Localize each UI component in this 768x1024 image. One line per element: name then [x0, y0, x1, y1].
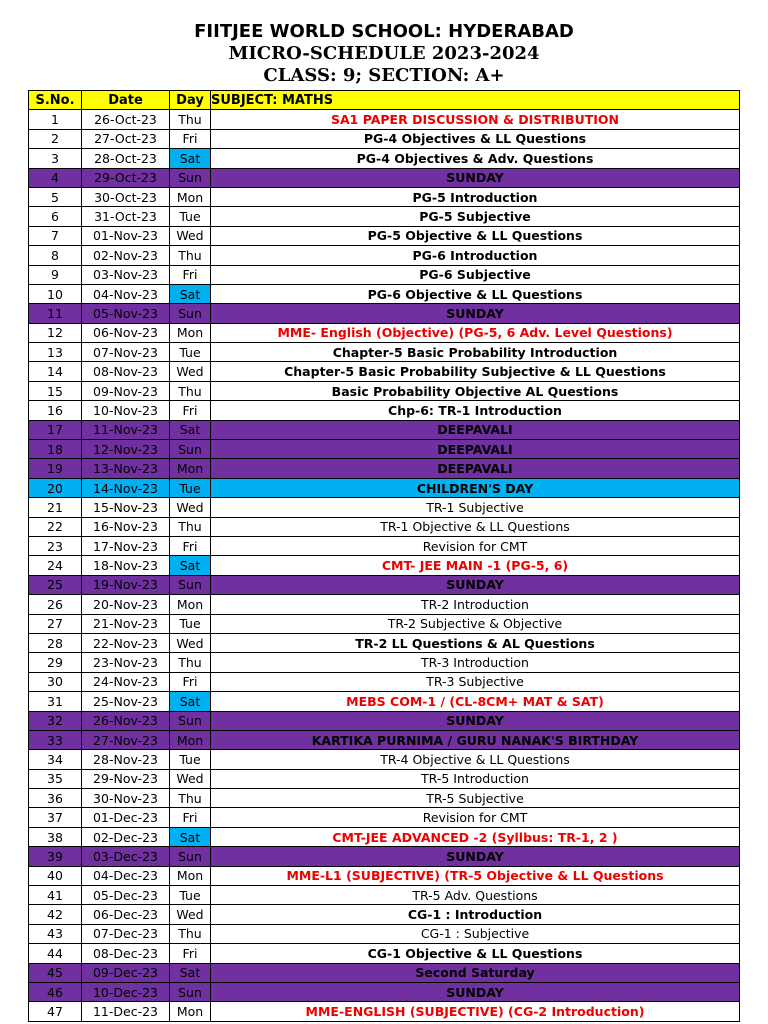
row-sno: 21	[29, 498, 82, 517]
row-day: Sun	[170, 575, 211, 594]
table-row	[29, 963, 740, 982]
row-subject: Basic Probability Objective AL Questions	[211, 381, 740, 400]
table-row	[29, 478, 740, 497]
row-subject: PG-4 Objectives & Adv. Questions	[211, 149, 740, 168]
row-sno: 39	[29, 847, 82, 866]
table-row	[29, 343, 740, 362]
row-day: Tue	[170, 750, 211, 769]
row-sno: 46	[29, 982, 82, 1001]
row-date: 21-Nov-23	[82, 614, 170, 633]
row-subject: CG-1 Objective & LL Questions	[211, 944, 740, 963]
row-date: 05-Dec-23	[82, 886, 170, 905]
row-subject: DEEPAVALI	[211, 440, 740, 459]
row-sno: 14	[29, 362, 82, 381]
row-day: Thu	[170, 517, 211, 536]
table-row	[29, 575, 740, 594]
row-date: 20-Nov-23	[82, 595, 170, 614]
row-day: Wed	[170, 226, 211, 245]
row-date: 08-Dec-23	[82, 944, 170, 963]
row-sno: 11	[29, 304, 82, 323]
table-row	[29, 556, 740, 575]
row-subject: PG-5 Subjective	[211, 207, 740, 226]
table-row	[29, 711, 740, 730]
table-row	[29, 168, 740, 187]
row-date: 12-Nov-23	[82, 440, 170, 459]
row-sno: 8	[29, 246, 82, 265]
row-subject: MME-ENGLISH (SUBJECTIVE) (CG-2 Introduction)	[211, 1002, 740, 1021]
row-day: Mon	[170, 1002, 211, 1021]
row-subject: TR-2 Subjective & Objective	[211, 614, 740, 633]
row-day: Fri	[170, 536, 211, 555]
table-row	[29, 827, 740, 846]
row-day: Sun	[170, 168, 211, 187]
row-sno: 17	[29, 420, 82, 439]
row-date: 11-Dec-23	[82, 1002, 170, 1021]
row-sno: 3	[29, 149, 82, 168]
table-row	[29, 440, 740, 459]
row-sno: 15	[29, 381, 82, 400]
table-row	[29, 692, 740, 711]
row-subject: Second Saturday	[211, 963, 740, 982]
column-header-day: Day	[170, 91, 211, 110]
table-row	[29, 595, 740, 614]
row-date: 17-Nov-23	[82, 536, 170, 555]
row-sno: 26	[29, 595, 82, 614]
row-date: 22-Nov-23	[82, 633, 170, 652]
table-row	[29, 536, 740, 555]
table-row	[29, 847, 740, 866]
table-row	[29, 498, 740, 517]
table-row	[29, 304, 740, 323]
row-subject: TR-2 LL Questions & AL Questions	[211, 633, 740, 652]
row-day: Thu	[170, 381, 211, 400]
row-sno: 13	[29, 343, 82, 362]
row-subject: CMT- JEE MAIN -1 (PG-5, 6)	[211, 556, 740, 575]
table-row	[29, 362, 740, 381]
row-subject: PG-5 Objective & LL Questions	[211, 226, 740, 245]
row-sno: 47	[29, 1002, 82, 1021]
row-date: 04-Nov-23	[82, 284, 170, 303]
row-subject: SUNDAY	[211, 711, 740, 730]
row-day: Sun	[170, 440, 211, 459]
row-sno: 37	[29, 808, 82, 827]
row-date: 09-Dec-23	[82, 963, 170, 982]
row-sno: 12	[29, 323, 82, 342]
row-day: Thu	[170, 110, 211, 129]
row-date: 01-Dec-23	[82, 808, 170, 827]
column-header-sno: S.No.	[29, 91, 82, 110]
row-day: Thu	[170, 924, 211, 943]
row-subject: TR-1 Subjective	[211, 498, 740, 517]
row-date: 02-Dec-23	[82, 827, 170, 846]
row-date: 27-Nov-23	[82, 730, 170, 749]
row-subject: PG-6 Subjective	[211, 265, 740, 284]
row-date: 07-Dec-23	[82, 924, 170, 943]
schedule-rows	[29, 110, 740, 1021]
row-day: Sat	[170, 827, 211, 846]
row-date: 04-Dec-23	[82, 866, 170, 885]
table-row	[29, 672, 740, 691]
row-sno: 42	[29, 905, 82, 924]
row-date: 19-Nov-23	[82, 575, 170, 594]
row-date: 18-Nov-23	[82, 556, 170, 575]
row-date: 08-Nov-23	[82, 362, 170, 381]
row-date: 27-Oct-23	[82, 129, 170, 148]
row-date: 09-Nov-23	[82, 381, 170, 400]
row-sno: 35	[29, 769, 82, 788]
table-row	[29, 323, 740, 342]
row-subject: SUNDAY	[211, 982, 740, 1001]
row-day: Sun	[170, 304, 211, 323]
table-row	[29, 750, 740, 769]
row-day: Fri	[170, 672, 211, 691]
row-day: Mon	[170, 187, 211, 206]
row-date: 02-Nov-23	[82, 246, 170, 265]
row-sno: 6	[29, 207, 82, 226]
row-day: Sat	[170, 692, 211, 711]
table-row	[29, 808, 740, 827]
row-subject: SUNDAY	[211, 168, 740, 187]
row-day: Wed	[170, 362, 211, 381]
row-date: 30-Oct-23	[82, 187, 170, 206]
row-day: Sat	[170, 556, 211, 575]
schedule-table	[28, 90, 740, 1022]
row-day: Fri	[170, 944, 211, 963]
row-day: Wed	[170, 769, 211, 788]
row-subject: DEEPAVALI	[211, 459, 740, 478]
row-subject: Revision for CMT	[211, 536, 740, 555]
row-sno: 1	[29, 110, 82, 129]
row-sno: 16	[29, 401, 82, 420]
row-subject: CG-1 : Introduction	[211, 905, 740, 924]
row-sno: 9	[29, 265, 82, 284]
row-sno: 22	[29, 517, 82, 536]
row-sno: 31	[29, 692, 82, 711]
row-day: Sun	[170, 847, 211, 866]
column-header-date: Date	[82, 91, 170, 110]
row-date: 03-Dec-23	[82, 847, 170, 866]
row-subject: Revision for CMT	[211, 808, 740, 827]
row-day: Thu	[170, 246, 211, 265]
table-row	[29, 459, 740, 478]
table-row	[29, 149, 740, 168]
row-date: 28-Nov-23	[82, 750, 170, 769]
table-row	[29, 207, 740, 226]
row-sno: 40	[29, 866, 82, 885]
row-date: 01-Nov-23	[82, 226, 170, 245]
row-sno: 28	[29, 633, 82, 652]
row-subject: DEEPAVALI	[211, 420, 740, 439]
row-date: 29-Oct-23	[82, 168, 170, 187]
row-subject: TR-1 Objective & LL Questions	[211, 517, 740, 536]
row-subject: MME- English (Objective) (PG-5, 6 Adv. Level Questions)	[211, 323, 740, 342]
table-row	[29, 905, 740, 924]
row-subject: CMT-JEE ADVANCED -2 (Syllbus: TR-1, 2 )	[211, 827, 740, 846]
row-day: Fri	[170, 129, 211, 148]
row-subject: SUNDAY	[211, 304, 740, 323]
row-subject: TR-5 Subjective	[211, 789, 740, 808]
table-row	[29, 110, 740, 129]
row-date: 31-Oct-23	[82, 207, 170, 226]
row-day: Wed	[170, 633, 211, 652]
row-date: 06-Dec-23	[82, 905, 170, 924]
table-row	[29, 924, 740, 943]
row-subject: TR-5 Adv. Questions	[211, 886, 740, 905]
row-sno: 34	[29, 750, 82, 769]
row-date: 10-Nov-23	[82, 401, 170, 420]
school-title: FIITJEE WORLD SCHOOL: HYDERABAD	[194, 21, 574, 42]
row-subject: PG-5 Introduction	[211, 187, 740, 206]
row-date: 24-Nov-23	[82, 672, 170, 691]
table-row	[29, 730, 740, 749]
row-day: Sat	[170, 149, 211, 168]
row-subject: TR-5 Introduction	[211, 769, 740, 788]
row-sno: 24	[29, 556, 82, 575]
row-subject: SUNDAY	[211, 847, 740, 866]
row-day: Fri	[170, 401, 211, 420]
schedule-title: MICRO-SCHEDULE 2023-2024	[228, 43, 540, 64]
row-sno: 38	[29, 827, 82, 846]
table-row	[29, 633, 740, 652]
table-row	[29, 284, 740, 303]
row-date: 13-Nov-23	[82, 459, 170, 478]
table-row	[29, 653, 740, 672]
row-subject: TR-2 Introduction	[211, 595, 740, 614]
row-date: 25-Nov-23	[82, 692, 170, 711]
row-sno: 20	[29, 478, 82, 497]
row-date: 26-Oct-23	[82, 110, 170, 129]
table-row	[29, 420, 740, 439]
row-day: Fri	[170, 265, 211, 284]
row-subject: PG-6 Objective & LL Questions	[211, 284, 740, 303]
row-subject: MME-L1 (SUBJECTIVE) (TR-5 Objective & LL Questions	[211, 866, 740, 885]
row-sno: 45	[29, 963, 82, 982]
table-row	[29, 381, 740, 400]
row-day: Sat	[170, 963, 211, 982]
row-day: Mon	[170, 730, 211, 749]
table-row	[29, 886, 740, 905]
row-subject: MEBS COM-1 / (CL-8CM+ MAT & SAT)	[211, 692, 740, 711]
row-subject: SA1 PAPER DISCUSSION & DISTRIBUTION	[211, 110, 740, 129]
row-date: 10-Dec-23	[82, 982, 170, 1001]
row-day: Mon	[170, 595, 211, 614]
row-sno: 23	[29, 536, 82, 555]
table-row	[29, 265, 740, 284]
row-subject: PG-6 Introduction	[211, 246, 740, 265]
row-date: 03-Nov-23	[82, 265, 170, 284]
row-subject: Chapter-5 Basic Probability Introduction	[211, 343, 740, 362]
row-subject: TR-3 Introduction	[211, 653, 740, 672]
row-day: Thu	[170, 789, 211, 808]
row-sno: 4	[29, 168, 82, 187]
table-row	[29, 129, 740, 148]
row-date: 07-Nov-23	[82, 343, 170, 362]
table-row	[29, 401, 740, 420]
row-day: Sat	[170, 284, 211, 303]
row-subject: PG-4 Objectives & LL Questions	[211, 129, 740, 148]
row-sno: 10	[29, 284, 82, 303]
row-sno: 25	[29, 575, 82, 594]
row-sno: 32	[29, 711, 82, 730]
row-day: Wed	[170, 905, 211, 924]
row-subject: SUNDAY	[211, 575, 740, 594]
row-sno: 19	[29, 459, 82, 478]
table-row	[29, 944, 740, 963]
row-date: 14-Nov-23	[82, 478, 170, 497]
row-subject: CG-1 : Subjective	[211, 924, 740, 943]
row-date: 11-Nov-23	[82, 420, 170, 439]
row-sno: 27	[29, 614, 82, 633]
table-row	[29, 982, 740, 1001]
table-row	[29, 246, 740, 265]
row-sno: 2	[29, 129, 82, 148]
row-day: Wed	[170, 498, 211, 517]
row-date: 23-Nov-23	[82, 653, 170, 672]
row-subject: CHILDREN'S DAY	[211, 478, 740, 497]
table-row	[29, 769, 740, 788]
row-date: 05-Nov-23	[82, 304, 170, 323]
row-date: 29-Nov-23	[82, 769, 170, 788]
row-subject: KARTIKA PURNIMA / GURU NANAK'S BIRTHDAY	[211, 730, 740, 749]
row-day: Sat	[170, 420, 211, 439]
row-day: Thu	[170, 653, 211, 672]
table-row	[29, 866, 740, 885]
row-sno: 36	[29, 789, 82, 808]
row-day: Tue	[170, 343, 211, 362]
row-day: Sun	[170, 982, 211, 1001]
table-row	[29, 614, 740, 633]
column-header-subject: SUBJECT: MATHS	[211, 91, 740, 110]
row-subject: Chp-6: TR-1 Introduction	[211, 401, 740, 420]
row-day: Sun	[170, 711, 211, 730]
row-date: 30-Nov-23	[82, 789, 170, 808]
row-day: Tue	[170, 886, 211, 905]
row-sno: 43	[29, 924, 82, 943]
table-row	[29, 187, 740, 206]
row-day: Mon	[170, 459, 211, 478]
row-day: Mon	[170, 323, 211, 342]
row-sno: 7	[29, 226, 82, 245]
table-row	[29, 226, 740, 245]
table-row	[29, 1002, 740, 1021]
row-date: 26-Nov-23	[82, 711, 170, 730]
row-sno: 30	[29, 672, 82, 691]
table-row	[29, 517, 740, 536]
row-sno: 41	[29, 886, 82, 905]
table-row	[29, 789, 740, 808]
row-date: 28-Oct-23	[82, 149, 170, 168]
row-sno: 29	[29, 653, 82, 672]
row-subject: TR-4 Objective & LL Questions	[211, 750, 740, 769]
table-header-row	[29, 91, 740, 110]
row-sno: 44	[29, 944, 82, 963]
row-sno: 18	[29, 440, 82, 459]
row-day: Fri	[170, 808, 211, 827]
row-day: Mon	[170, 866, 211, 885]
row-date: 16-Nov-23	[82, 517, 170, 536]
row-subject: TR-3 Subjective	[211, 672, 740, 691]
row-date: 06-Nov-23	[82, 323, 170, 342]
row-sno: 5	[29, 187, 82, 206]
row-day: Tue	[170, 207, 211, 226]
row-day: Tue	[170, 614, 211, 633]
class-section-title: CLASS: 9; SECTION: A+	[263, 65, 505, 86]
row-date: 15-Nov-23	[82, 498, 170, 517]
row-subject: Chapter-5 Basic Probability Subjective & LL Questions	[211, 362, 740, 381]
row-day: Tue	[170, 478, 211, 497]
row-sno: 33	[29, 730, 82, 749]
